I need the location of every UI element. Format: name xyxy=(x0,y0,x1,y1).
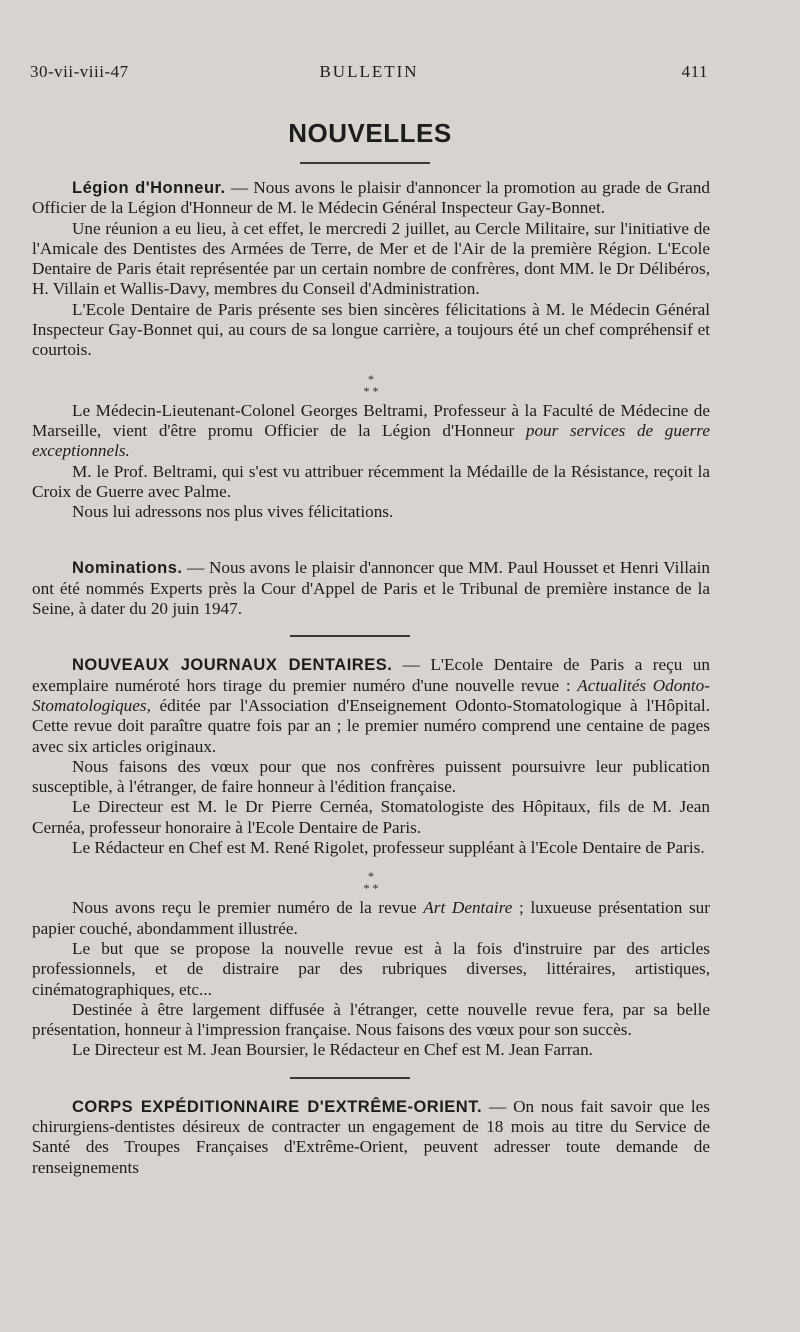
art-dentaire-paragraph-4: Le Directeur est M. Jean Boursier, le Rédacteur en Chef est M. Jean Farran. xyxy=(72,1040,593,1060)
title-rule xyxy=(300,162,430,164)
nominations-paragraph xyxy=(32,558,710,619)
nominations-lead: Nominations. xyxy=(72,559,183,578)
nominations-text: — Nous avons le plaisir d'annoncer que MM. Paul Housset et Henri Villain ont été nommés Experts près la Cour d'Appel de Paris et le Tribunal de première instance de la Seine, à dater du 20 juin 1947. xyxy=(32,558,710,619)
journaux-italic: Actualités Odonto-Stomatologiques, xyxy=(32,675,710,715)
star-top: * xyxy=(368,371,374,386)
journaux-paragraph-3: Le Directeur est M. le Dr Pierre Cernéa, Stomatologiste des Hôpitaux, fils de M. Jean Cernéa, professeur honoraire à l'Ecole Dentaire de Paris. xyxy=(32,797,710,837)
section-stars-1 xyxy=(32,361,710,401)
journaux-paragraph-1 xyxy=(32,655,710,756)
beltrami-italic: pour services de guerre exceptionnels. xyxy=(32,420,710,461)
header-date: 30-vii-viii-47 xyxy=(30,62,129,81)
art-italic: Art Dentaire xyxy=(423,898,513,918)
legion-paragraph-2: Une réunion a eu lieu, à cet effet, le mercredi 2 juillet, au Cercle Militaire, sur l'initiative de l'Amicale des Dentistes des Armées de Terre, de Mer et de l'Air de la première Région. L'Ecole Dentaire de Paris était représentée par un certain nombre de confrères, dont MM. le Dr Délibéros, H. Villain et Wallis-Davy, membres du Conseil d'Administration. xyxy=(32,218,710,299)
art-dentaire-paragraph-1 xyxy=(32,898,710,939)
star-bottom: * * xyxy=(363,383,379,398)
journaux-paragraph-4: Le Rédacteur en Chef est M. René Rigolet, professeur suppléant à l'Ecole Dentaire de Paris. xyxy=(72,838,705,858)
journaux-paragraph-2: Nous faisons des vœux pour que nos confrères puissent poursuivre leur publication susceptible, à l'étranger, de faire honneur à l'édition française. xyxy=(32,756,710,797)
header-section: BULLETIN xyxy=(319,62,419,81)
article-body xyxy=(32,178,710,1178)
art-dentaire-paragraph-3: Destinée à être largement diffusée à l'étranger, cette nouvelle revue fera, par sa belle présentation, honneur à l'impression française. Nous faisons des vœux pour son succès. xyxy=(32,999,710,1040)
journaux-text-start: — L'Ecole Dentaire de Paris a reçu un exemplaire numéroté hors tirage du premier numéro d'une nouvelle revue : xyxy=(32,655,710,695)
page-title: NOUVELLES xyxy=(288,118,452,148)
section-rule-2 xyxy=(32,1061,710,1097)
art-dentaire-paragraph-2: Le but que se propose la nouvelle revue est à la fois d'instruire par des articles professionnels, et de distraire par des rubriques diverses, littéraires, artistiques, cinématographiques, etc... xyxy=(32,938,710,999)
section-rule-1 xyxy=(32,619,710,655)
beltrami-text: Le Médecin-Lieutenant-Colonel Georges Beltrami, Professeur à la Faculté de Médecine de Marseille, vient d'être promu Officier de la Légion d'Honneur xyxy=(32,400,710,440)
corps-text: — On nous fait savoir que les chirurgiens-dentistes désireux de contracter un engagement de 18 mois au titre du Service de Santé des Troupes Françaises d'Extrême-Orient, peuvent adresser toute demande de renseignements xyxy=(32,1096,710,1177)
running-header xyxy=(30,62,708,86)
divider xyxy=(290,1077,410,1079)
spacer xyxy=(32,522,710,558)
divider xyxy=(290,635,410,637)
beltrami-paragraph-2: M. le Prof. Beltrami, qui s'est vu attribuer récemment la Médaille de la Résistance, reçoit la Croix de Guerre avec Palme. xyxy=(32,461,710,501)
legion-paragraph-1 xyxy=(32,178,710,219)
star-top: * xyxy=(368,869,374,884)
journaux-text-end: éditée par l'Association d'Enseignement Odonto-Stomatologique à l'Hôpital. Cette revue doit paraître quatre fois par an ; le premier numéro comprend une centaine de pages avec six articles originaux. xyxy=(32,695,710,756)
art-text-start: Nous avons reçu le premier numéro de la revue xyxy=(72,898,424,918)
corps-lead: CORPS EXPÉDITIONNAIRE D'EXTRÊME-ORIENT. xyxy=(72,1097,483,1116)
corps-paragraph xyxy=(32,1097,710,1178)
art-text-end: ; luxueuse présentation sur papier couché, abondamment illustrée. xyxy=(32,898,710,938)
beltrami-paragraph-1 xyxy=(32,401,710,462)
legion-text-1: — Nous avons le plaisir d'annoncer la promotion au grade de Grand Officier de la Légion d'Honneur de M. le Médecin Général Inspecteur Gay-Bonnet. xyxy=(32,178,710,218)
legion-paragraph-3: L'Ecole Dentaire de Paris présente ses bien sincères félicitations à M. le Médecin Général Inspecteur Gay-Bonnet qui, au cours de sa longue carrière, a toujours été un chef compréhensif et courtois. xyxy=(32,299,710,360)
legion-lead: Légion d'Honneur. xyxy=(72,179,226,197)
beltrami-paragraph-3: Nous lui adressons nos plus vives félicitations. xyxy=(72,502,394,522)
section-stars-2 xyxy=(32,858,710,898)
star-bottom: * * xyxy=(363,881,379,896)
page-number: 411 xyxy=(681,62,708,81)
journaux-lead: NOUVEAUX JOURNAUX DENTAIRES. xyxy=(72,656,393,675)
